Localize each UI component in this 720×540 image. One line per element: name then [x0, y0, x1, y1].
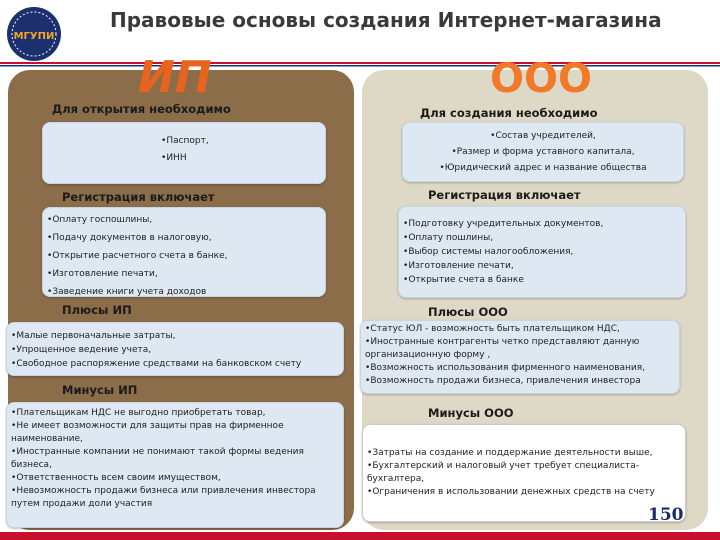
ip-plus-label: Плюсы ИП	[62, 303, 132, 317]
list-item: • Выбор системы налогообложения,	[403, 245, 685, 259]
list-item: • Размер и форма уставного капитала,	[407, 144, 679, 160]
list-item: • Открытие счета в банке	[403, 273, 685, 287]
list-item: • Ответственность всем своим имуществом,	[11, 472, 337, 485]
page-number: 150	[648, 505, 684, 525]
list-item: • Юридический адрес и название общества	[407, 160, 679, 176]
ooo-minus-label: Минусы ООО	[428, 406, 514, 420]
list-item: • Состав учредителей,	[407, 128, 679, 144]
ip-reg-label: Регистрация включает	[62, 190, 215, 204]
list-item: • Бухгалтерский и налоговый учет требует специалиста-бухгалтера,	[367, 460, 681, 486]
ooo-plus-label: Плюсы ООО	[428, 305, 508, 319]
university-logo	[4, 4, 64, 64]
ip-heading: ИП	[138, 52, 212, 103]
list-item: • Возможность использования фирменного наименования,	[365, 362, 675, 375]
list-item: • ИНН	[161, 152, 325, 165]
ip-minus-box	[6, 402, 344, 528]
list-item: • Невозможность продажи бизнеса или привлечения инвестора путем продажи доли участия	[11, 485, 337, 511]
ip-open-box	[42, 122, 326, 184]
footer-stripe	[0, 532, 720, 540]
list-item: • Иностранные компании не понимают такой формы ведения бизнеса,	[11, 446, 337, 472]
page-title: Правовые основы создания Интернет-магазина	[110, 8, 662, 32]
ooo-open-box	[402, 122, 684, 182]
ip-reg-box	[42, 207, 326, 297]
header-stripe	[0, 62, 720, 68]
list-item: • Заведение книги учета доходов	[47, 283, 325, 301]
list-item: • Открытие расчетного счета в банке,	[47, 247, 325, 265]
list-item: • Оплату пошлины,	[403, 231, 685, 245]
list-item: • Паспорт,	[161, 135, 325, 148]
list-item: • Подачу документов в налоговую,	[47, 229, 325, 247]
ooo-minus-box	[362, 424, 686, 522]
list-item: • Не имеет возможности для защиты прав на фирменное наименование,	[11, 420, 337, 446]
list-item: • Малые первоначальные затраты,	[11, 329, 343, 343]
ooo-open-label: Для создания необходимо	[420, 106, 598, 120]
list-item: • Ограничения в использовании денежных средств на счету	[367, 486, 681, 499]
list-item: • Иностранные контрагенты четко представляют данную организационную форму ,	[365, 336, 675, 362]
svg-text:МГУПИ: МГУПИ	[13, 31, 55, 42]
list-item: • Упрощенное ведение учета,	[11, 343, 343, 357]
ip-minus-label: Минусы ИП	[62, 383, 138, 397]
ooo-reg-box	[398, 206, 686, 298]
list-item: • Свободное распоряжение средствами на банковском счету	[11, 357, 343, 371]
ooo-heading: ООО	[490, 56, 593, 102]
list-item: • Изготовление печати,	[47, 265, 325, 283]
list-item: • Возможность продажи бизнеса, привлечения инвестора	[365, 375, 675, 388]
ooo-plus-box	[360, 320, 680, 394]
ip-open-label: Для открытия необходимо	[52, 102, 231, 116]
list-item: • Изготовление печати,	[403, 259, 685, 273]
list-item: • Затраты на создание и поддержание деятельности выше,	[367, 447, 681, 460]
list-item: • Оплату госпошлины,	[47, 211, 325, 229]
ip-plus-box	[6, 322, 344, 376]
list-item: • Подготовку учредительных документов,	[403, 217, 685, 231]
list-item: • Статус ЮЛ - возможность быть плательщиком НДС,	[365, 323, 675, 336]
ooo-reg-label: Регистрация включает	[428, 188, 581, 202]
list-item: • Плательщикам НДС не выгодно приобретать товар,	[11, 407, 337, 420]
